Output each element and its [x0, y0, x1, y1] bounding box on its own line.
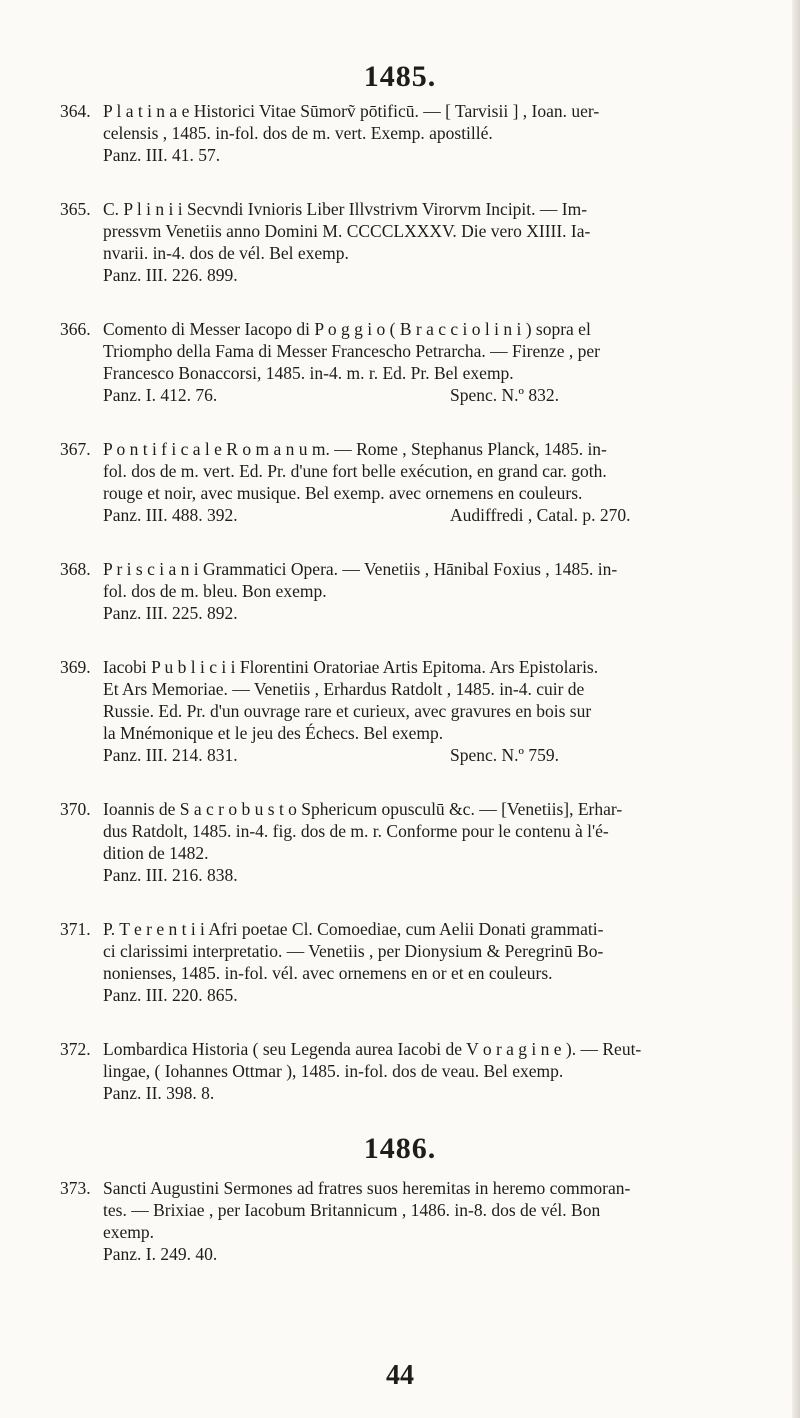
entry-line: dus Ratdolt, 1485. in-4. fig. dos de m. r. Conforme pour le contenu à l'é-	[103, 821, 609, 841]
entry-reference	[103, 384, 770, 406]
entry-line: Et Ars Memoriae. — Venetiis , Erhardus Ratdolt , 1485. in-4. cuir de	[103, 679, 585, 699]
entry-line: P l a t i n a e Historici Vitae Sūmorṽ pōtificū. — [ Tarvisii ] , Ioan. uer-	[103, 101, 600, 121]
entry-line: fol. dos de m. bleu. Bon exemp.	[103, 581, 327, 601]
entry-number: 370.	[60, 799, 91, 819]
entry-line: P. T e r e n t i i Afri poetae Cl. Comoediae, cum Aelii Donati grammati-	[103, 919, 604, 939]
entry-370	[60, 798, 770, 886]
entry-reference	[103, 144, 770, 166]
entry-372	[60, 1038, 770, 1104]
entry-reference	[103, 1082, 770, 1104]
entry-number: 369.	[60, 657, 91, 677]
entry-line: Francesco Bonaccorsi, 1485. in-4. m. r. Ed. Pr. Bel exemp.	[103, 363, 514, 383]
entry-line: la Mnémonique et le jeu des Échecs. Bel exemp.	[103, 723, 444, 743]
panzer-reference: Panz. III. 216. 838.	[103, 865, 238, 885]
entry-line: Iacobi P u b l i c i i Florentini Oratoriae Artis Epitoma. Ars Epistolaris.	[103, 657, 599, 677]
entry-367	[60, 438, 770, 526]
entry-reference	[103, 1243, 770, 1265]
secondary-reference: Audiffredi , Catal. p. 270.	[450, 505, 631, 525]
entry-line: nvarii. in-4. dos de vél. Bel exemp.	[103, 243, 349, 263]
panzer-reference: Panz. III. 225. 892.	[103, 603, 238, 623]
entry-line: ci clarissimi interpretatio. — Venetiis , per Dionysium & Peregrinū Bo-	[103, 941, 604, 961]
entry-line: Comento di Messer Iacopo di P o g g i o ( B r a c c i o l i n i ) sopra el	[103, 319, 591, 339]
entry-reference	[103, 504, 770, 526]
page-edge	[792, 0, 800, 1418]
entry-number: 365.	[60, 199, 91, 219]
entry-number: 364.	[60, 101, 91, 121]
entry-line: P r i s c i a n i Grammatici Opera. — Venetiis , Hānibal Foxius , 1485. in-	[103, 559, 618, 579]
entry-reference	[103, 744, 770, 766]
entry-369	[60, 656, 770, 766]
entry-371	[60, 918, 770, 1006]
entry-number: 371.	[60, 919, 91, 939]
page-number: 44	[386, 1360, 414, 1391]
panzer-reference: Panz. III. 226. 899.	[103, 265, 238, 285]
entry-number: 368.	[60, 559, 91, 579]
year-heading: 1486.	[363, 1132, 437, 1165]
panzer-reference: Panz. III. 214. 831.	[103, 745, 238, 765]
entry-368	[60, 558, 770, 624]
panzer-reference: Panz. III. 41. 57.	[103, 145, 221, 165]
panzer-reference: Panz. III. 488. 392.	[103, 505, 238, 525]
entry-number: 373.	[60, 1178, 91, 1198]
entry-line: Russie. Ed. Pr. d'un ouvrage rare et curieux, avec gravures en bois sur	[103, 701, 592, 721]
entry-reference	[103, 602, 770, 624]
entry-reference	[103, 984, 770, 1006]
entry-line: dition de 1482.	[103, 843, 209, 863]
panzer-reference: Panz. I. 249. 40.	[103, 1244, 218, 1264]
entry-373	[60, 1177, 770, 1265]
entry-line: Sancti Augustini Sermones ad fratres suos heremitas in heremo commoran-	[103, 1178, 631, 1198]
entry-line: Ioannis de S a c r o b u s t o Sphericum opusculū &c. — [Venetiis], Erhar-	[103, 799, 623, 819]
panzer-reference: Panz. II. 398. 8.	[103, 1083, 215, 1103]
entry-reference	[103, 864, 770, 886]
entry-line: P o n t i f i c a l e R o m a n u m. — Rome , Stephanus Planck, 1485. in-	[103, 439, 607, 459]
secondary-reference: Spenc. N.º 832.	[450, 385, 559, 405]
entry-365	[60, 198, 770, 286]
entry-line: C. P l i n i i Secvndi Ivnioris Liber Illvstrivm Virorvm Incipit. — Im-	[103, 199, 588, 219]
entry-line: exemp.	[103, 1222, 155, 1242]
entry-reference	[103, 264, 770, 286]
entry-line: rouge et noir, avec musique. Bel exemp. avec ornemens en couleurs.	[103, 483, 583, 503]
entry-line: nonienses, 1485. in-fol. vél. avec ornemens en or et en couleurs.	[103, 963, 553, 983]
entry-line: Triompho della Fama di Messer Francescho Petrarcha. — Firenze , per	[103, 341, 600, 361]
secondary-reference: Spenc. N.º 759.	[450, 745, 559, 765]
entry-364	[60, 100, 770, 166]
entry-line: fol. dos de m. vert. Ed. Pr. d'une fort belle exécution, en grand car. goth.	[103, 461, 607, 481]
entry-366	[60, 318, 770, 406]
year-heading: 1485.	[363, 60, 437, 93]
panzer-reference: Panz. I. 412. 76.	[103, 385, 218, 405]
entry-number: 372.	[60, 1039, 91, 1059]
entry-line: tes. — Brixiae , per Iacobum Britannicum , 1486. in-8. dos de vél. Bon	[103, 1200, 601, 1220]
entry-line: celensis , 1485. in-fol. dos de m. vert. Exemp. apostillé.	[103, 123, 493, 143]
panzer-reference: Panz. III. 220. 865.	[103, 985, 238, 1005]
entry-number: 367.	[60, 439, 91, 459]
entry-line: Lombardica Historia ( seu Legenda aurea Iacobi de V o r a g i n e ). — Reut-	[103, 1039, 642, 1059]
entry-line: lingae, ( Iohannes Ottmar ), 1485. in-fol. dos de veau. Bel exemp.	[103, 1061, 564, 1081]
entry-line: pressvm Venetiis anno Domini M. CCCCLXXXV. Die vero XIIII. Ia-	[103, 221, 591, 241]
entry-number: 366.	[60, 319, 91, 339]
